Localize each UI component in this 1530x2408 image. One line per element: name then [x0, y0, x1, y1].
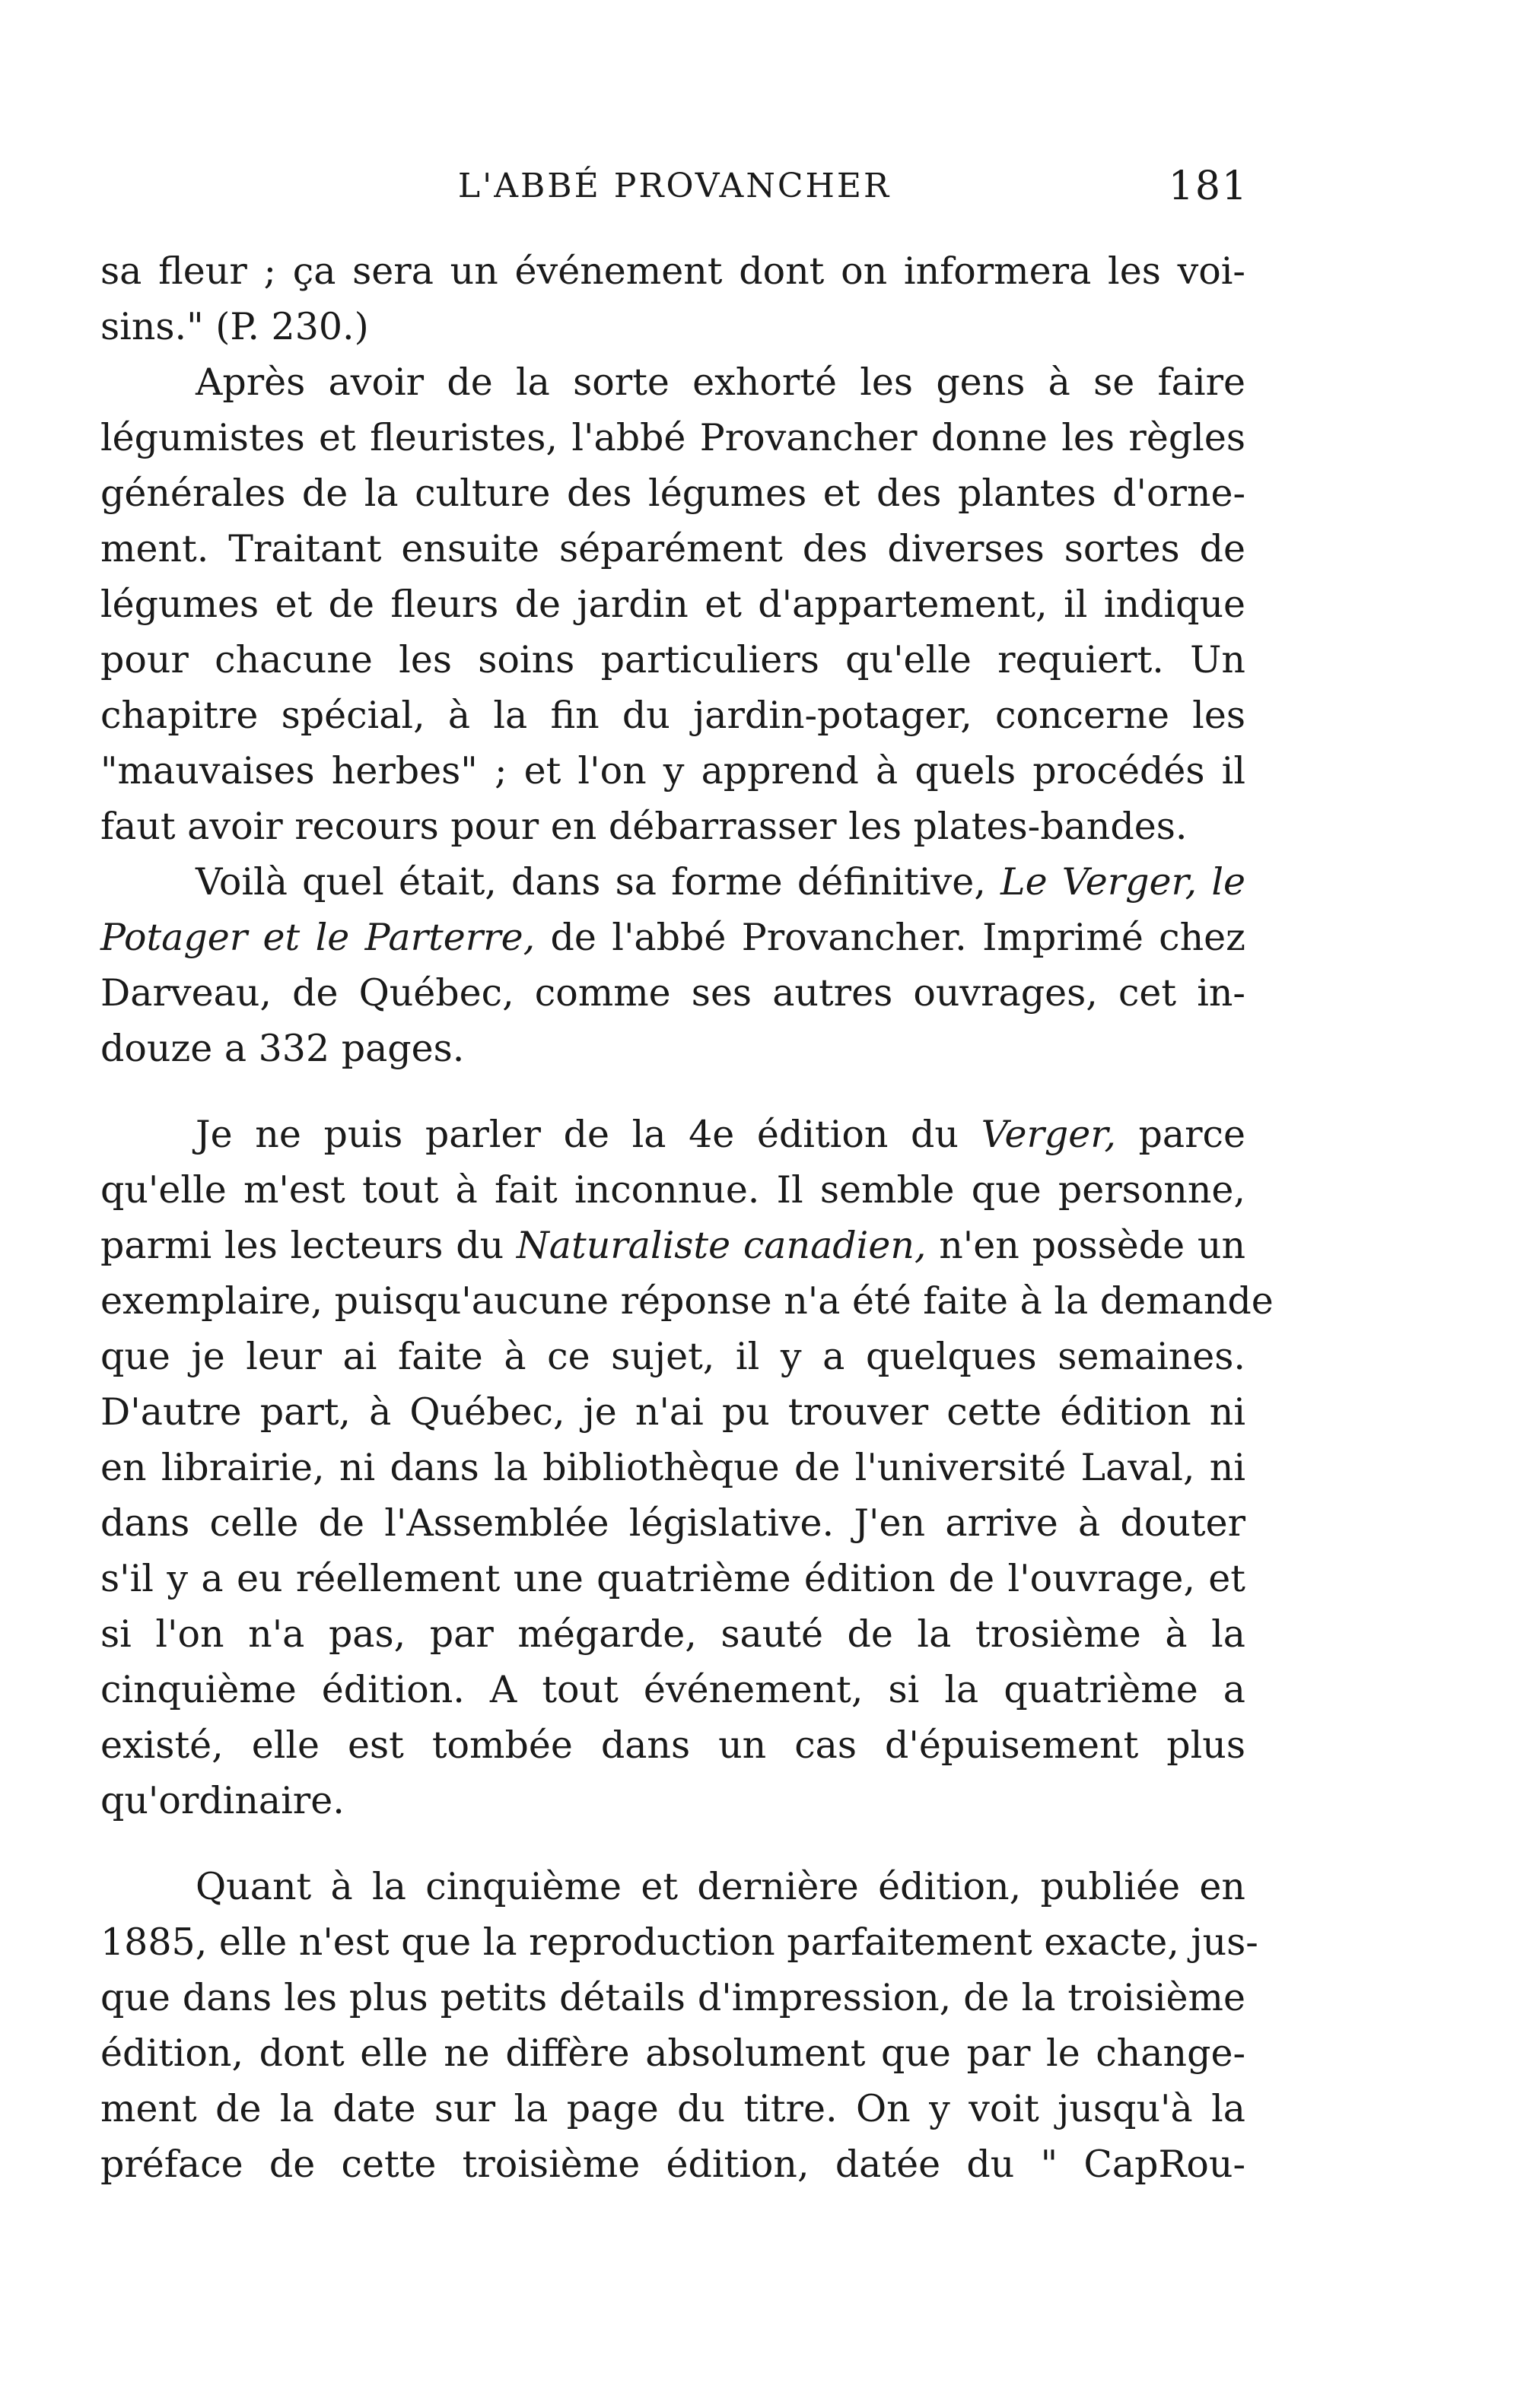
- text-line: ment. Traitant ensuite séparément des diverses sortes de: [100, 527, 1245, 570]
- paragraph-gap: [100, 1828, 1245, 1859]
- text-line: chapitre spécial, à la fin du jardin-potager, concerne les: [100, 694, 1245, 737]
- text-line: cinquième édition. A tout événement, si la quatrième a: [100, 1668, 1245, 1711]
- text-line: légumes et de fleurs de jardin et d'appartement, il indique: [100, 583, 1245, 626]
- text-line: légumistes et fleuristes, l'abbé Provancher donne les règles: [100, 416, 1245, 459]
- text-line: édition, dont elle ne diffère absolument que par le change-: [100, 2032, 1245, 2075]
- text-line: exemplaire, puisqu'aucune réponse n'a été faite à la demande: [100, 1279, 1274, 1323]
- text-line: existé, elle est tombée dans un cas d'épuisement plus: [100, 1723, 1245, 1767]
- text-line: si l'on n'a pas, par mégarde, sauté de la trosième à la: [100, 1612, 1245, 1656]
- text-line: préface de cette troisième édition, datée du " CapRou-: [100, 2143, 1245, 2186]
- text-line: [100, 910, 1245, 965]
- text-line: 1885, elle n'est que la reproduction parfaitement exacte, jus-: [100, 1920, 1258, 1964]
- text-line: faut avoir recours pour en débarrasser les plates-bandes.: [100, 805, 1188, 848]
- journal-title-italic: Naturaliste canadien,: [516, 1224, 927, 1267]
- book-title-italic: Potager et le Parterre,: [100, 916, 536, 959]
- text-line: douze a 332 pages.: [100, 1027, 465, 1070]
- text-line: que je leur ai faite à ce sujet, il y a quelques semaines.: [100, 1335, 1245, 1378]
- page-number: 181: [1168, 164, 1248, 209]
- text-line: générales de la culture des légumes et des plantes d'orne-: [100, 472, 1245, 515]
- book-title-italic: Le Verger, le: [1000, 860, 1245, 904]
- text-line: pour chacune les soins particuliers qu'elle requiert. Un: [100, 638, 1245, 681]
- text-line: qu'ordinaire.: [100, 1779, 345, 1822]
- text-run: parce: [1138, 1113, 1245, 1156]
- text-line: qu'elle m'est tout à fait inconnue. Il semble que personne,: [100, 1168, 1245, 1212]
- text-run: de l'abbé Provancher. Imprimé chez: [550, 916, 1246, 959]
- running-header: [100, 164, 1248, 217]
- book-title-italic: Verger,: [981, 1113, 1116, 1156]
- text-line: [100, 854, 1245, 910]
- text-line: [100, 1218, 1245, 1273]
- text-line: Darveau, de Québec, comme ses autres ouvrages, cet in-: [100, 971, 1245, 1015]
- text-line: que dans les plus petits détails d'impression, de la troisième: [100, 1976, 1245, 2019]
- text-line: s'il y a eu réellement une quatrième édition de l'ouvrage, et: [100, 1557, 1245, 1600]
- text-line: "mauvaises herbes" ; et l'on y apprend à quels procédés il: [100, 749, 1245, 793]
- text-run: n'en possède un: [939, 1224, 1246, 1267]
- text-line: dans celle de l'Assemblée législative. J'en arrive à douter: [100, 1501, 1245, 1545]
- running-title: L'ABBÉ PROVANCHER: [457, 167, 892, 205]
- text-line: sa fleur ; ça sera un événement dont on informera les voi-: [100, 249, 1245, 293]
- text-line: Quant à la cinquième et dernière édition, publiée en: [196, 1865, 1245, 1908]
- paragraph-gap: [100, 1076, 1245, 1107]
- text-run: Voilà quel était, dans sa forme définitive,: [196, 860, 986, 904]
- text-line: sins." (P. 230.): [100, 305, 369, 348]
- text-run: parmi les lecteurs du: [100, 1224, 504, 1267]
- text-line: Après avoir de la sorte exhorté les gens à se faire: [196, 361, 1245, 404]
- text-run: Je ne puis parler de la 4e édition du: [196, 1113, 959, 1156]
- text-line: D'autre part, à Québec, je n'ai pu trouver cette édition ni: [100, 1390, 1245, 1434]
- text-body: [100, 243, 1274, 2192]
- text-line: en librairie, ni dans la bibliothèque de l'université Laval, ni: [100, 1446, 1245, 1489]
- text-line: ment de la date sur la page du titre. On y voit jusqu'à la: [100, 2087, 1245, 2130]
- text-line: [100, 1107, 1245, 1162]
